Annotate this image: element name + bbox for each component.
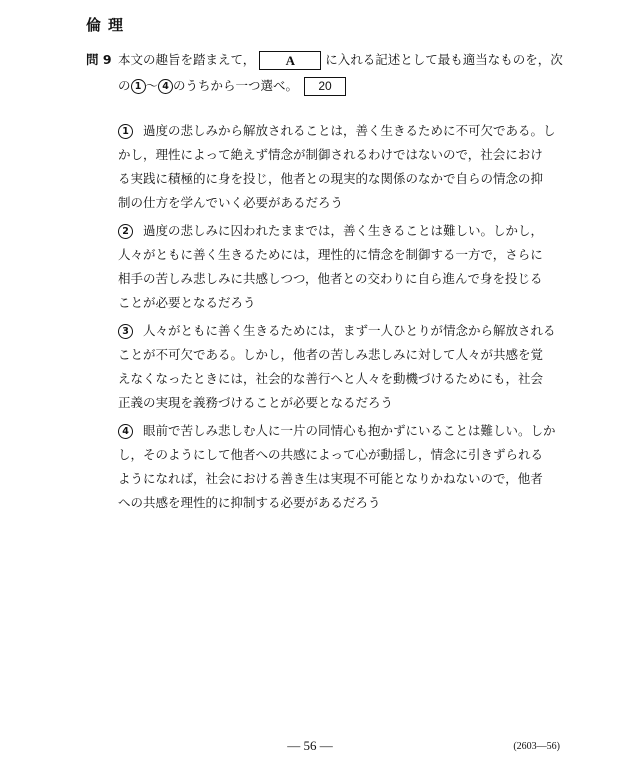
choice-line: 正義の実現を義務づけることが必要となるだろう [118, 395, 394, 410]
choice-item [118, 119, 556, 215]
choice-marker-icon: 3 [118, 324, 133, 339]
choice-line: ことが必要となるだろう [118, 295, 256, 310]
choice-item [118, 319, 556, 415]
choice-text: 人々がともに善く生きるためには，まず一人ひとりが情念から解放される [143, 323, 556, 338]
question-text-2b: のうちから一つ選べ。 [173, 78, 299, 93]
choice-item [118, 219, 544, 315]
choice-text: 眼前で苦しみ悲しむ人に一片の同情心も抱かずにいることは難しい。しか [143, 423, 556, 438]
choice-line: ことが不可欠である。しかし，他者の苦しみ悲しみに対して人々が共感を覚 [118, 347, 544, 362]
choice-line: る実践に積極的に身を投じ，他者との現実的な関係のなかで自らの情念の抑 [118, 171, 544, 186]
question-text-1a: 本文の趣旨を踏まえて， [118, 52, 256, 67]
choice-line: 制の仕方を学んでいく必要があるだろう [118, 195, 344, 210]
circled-number-icon: 1 [131, 79, 146, 94]
choice-marker-icon: 4 [118, 424, 133, 439]
question-text-2a: の [118, 78, 131, 93]
choice-marker-icon: 1 [118, 124, 133, 139]
subject-title: 倫理 [86, 16, 131, 34]
choice-text: 過度の悲しみに囚われたままでは，善く生きることは難しい。しかし， [143, 223, 544, 238]
choice-item [118, 419, 556, 515]
choice-line: 人々がともに善く生きるためには，理性的に情念を制御する一方で，さらに [118, 247, 543, 262]
choice-line: への共感を理性的に抑制する必要があるだろう [118, 495, 381, 510]
question-text-1b: に入れる記述として最も適当なものを，次 [325, 52, 563, 67]
range-separator: ～ [145, 78, 159, 93]
choice-line [118, 319, 556, 343]
blank-box-a: A [259, 51, 321, 70]
page-number: ― 56 ― [287, 738, 333, 753]
choice-line [118, 119, 556, 143]
choice-line [118, 219, 544, 243]
choice-line: 相手の苦しみ悲しみに共感しつつ，他者との交わりに自ら進んで身を投じる [118, 271, 543, 286]
question-number: 問 9 [86, 52, 112, 67]
choice-text: 過度の悲しみから解放されることは，善く生きるために不可欠である。し [143, 123, 556, 138]
circled-number-icon: 4 [158, 79, 173, 94]
question-line-2 [86, 73, 566, 99]
question-block [86, 47, 566, 99]
page-code: (2603―56) [513, 741, 560, 752]
choice-line: えなくなったときには，社会的な善行へと人々を動機づけるためにも，社会 [118, 371, 544, 386]
choices-list [118, 119, 556, 519]
question-line-1 [86, 47, 566, 73]
answer-number-box: 20 [304, 77, 346, 96]
choice-line: し，そのようにして他者への共感によって心が動揺し，情念に引きずられる [118, 447, 544, 462]
choice-marker-icon: 2 [118, 224, 133, 239]
choice-line [118, 419, 556, 443]
choice-line: ようになれば，社会における善き生は実現不可能となりかねないので，他者 [118, 471, 543, 486]
choice-line: かし，理性によって絶えず情念が制御されるわけではないので，社会におけ [118, 147, 543, 162]
